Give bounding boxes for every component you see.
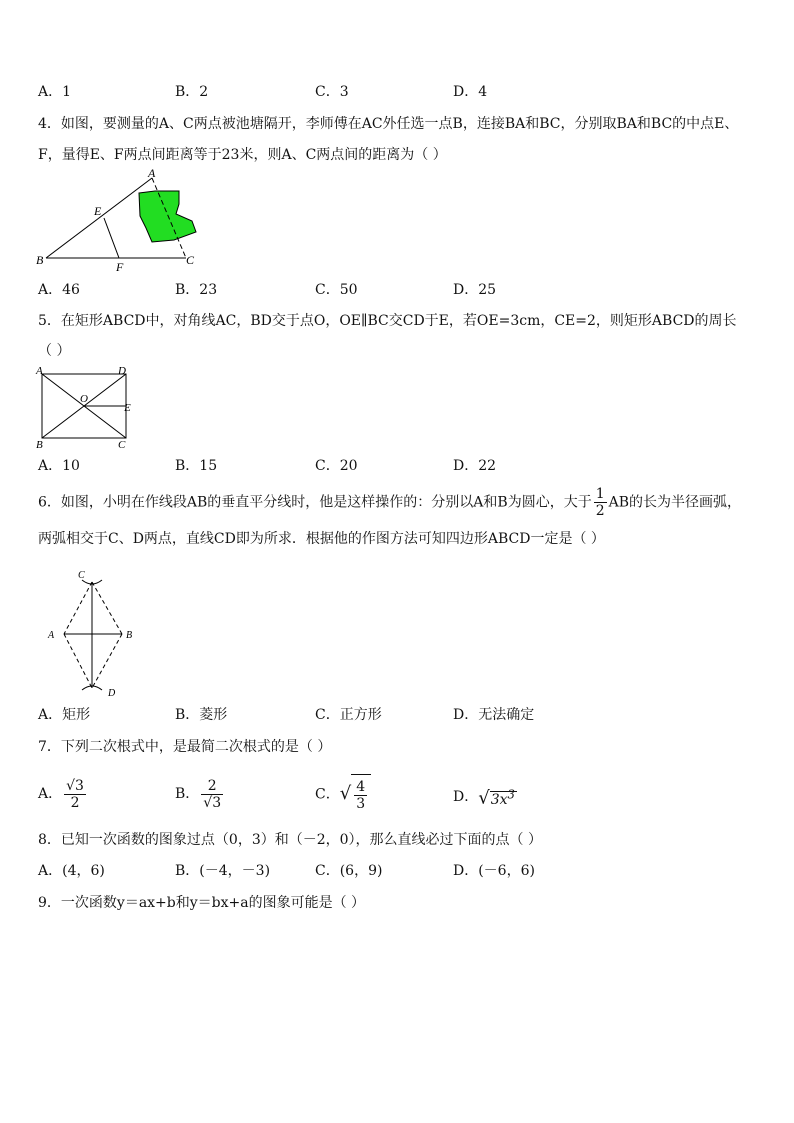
q6-stem-line1 (38, 486, 741, 519)
q5-label-a: A (36, 365, 43, 377)
q5-label-o: O (80, 393, 88, 405)
q7-a-label: A． (38, 786, 63, 802)
q8-option-b: B．(－4，－3) (175, 863, 271, 879)
q6-frac-den: 2 (595, 503, 605, 519)
q7-d-radical: $√3x^3$ (478, 787, 515, 809)
q7-option-b (175, 774, 225, 814)
q5-option-a: A．10 (38, 458, 80, 474)
q3-option-c: C．3 (315, 84, 349, 100)
q7-option-a (38, 774, 88, 814)
q5-label-e: E (124, 402, 131, 414)
q5-option-b: B．15 (175, 458, 218, 474)
q5-label-d: D (118, 365, 126, 377)
q7-d-label: D． (453, 788, 479, 805)
q7-c-den: 3 (356, 795, 366, 812)
q8-option-c: C．(6，9) (315, 863, 383, 879)
q4-label-f: F (116, 260, 124, 274)
q4-option-b: B．23 (175, 282, 218, 298)
q4-option-a: A．46 (38, 282, 80, 298)
q6-option-c: C．正方形 (315, 707, 382, 723)
q7-option-c (315, 774, 371, 815)
q4-label-b: B (36, 253, 44, 267)
q8-stem: 8．已知一次函数的图象过点（0，3）和（－2，0），那么直线必过下面的点（ ） (38, 832, 542, 848)
q4-pond (139, 191, 196, 242)
q5-label-c: C (118, 439, 126, 450)
q4-label-a: A (148, 166, 156, 180)
q6-label-d: D (108, 688, 116, 699)
q5-label-b: B (36, 439, 43, 450)
q5-stem-line1: 5．在矩形ABCD中，对角线AC，BD交于点O，OE∥BC交CD于E，若OE=3cm，CE=2，则矩形ABCD的周长 (38, 313, 737, 329)
q6-stem-pre: 6．如图，小明在作线段AB的垂直平分线时，他是这样操作的：分别以A和B为圆心，大于 (38, 494, 592, 511)
q7-stem: 7．下列二次根式中，是最简二次根式的是（ ） (38, 739, 332, 755)
q7-b-fraction (201, 778, 223, 811)
q7-c-num: 4 (356, 778, 366, 795)
q6-stem-post: AB的长为半径画弧， (608, 494, 742, 511)
q7-d-base: 3x (490, 791, 508, 808)
q7-b-num: 2 (201, 778, 223, 795)
q4-label-e: E (94, 204, 102, 218)
q7-options (38, 774, 758, 814)
q6-option-a: A．矩形 (38, 707, 91, 723)
q5-options (38, 455, 758, 477)
q6-stem-line2: 两弧相交于C、D两点，直线CD即为所求．根据他的作图方法可知四边形ABCD一定是（ ） (38, 531, 605, 547)
q6-frac-num: 1 (595, 486, 605, 502)
q6-figure (42, 568, 150, 700)
q4-options (38, 279, 758, 301)
q8-option-a: A．(4，6) (38, 863, 105, 879)
q6-option-d: D．无法确定 (453, 707, 535, 723)
q5-stem-line2: （ ） (38, 343, 71, 359)
q3-option-d: D．4 (453, 84, 488, 100)
q7-c-fraction (354, 779, 367, 812)
q8-options (38, 860, 758, 882)
q6-label-b: B (126, 630, 133, 641)
q7-b-label: B． (175, 786, 200, 802)
q9-stem: 9．一次函数y＝ax+b和y＝bx+a的图象可能是（ ） (38, 895, 366, 911)
q6-label-c: C (78, 570, 85, 581)
q7-d-exponent: 3 (507, 787, 515, 801)
q3-option-b: B．2 (175, 84, 209, 100)
q6-option-b: B．菱形 (175, 707, 228, 723)
q6-options (38, 704, 758, 726)
q5-option-d: D．22 (453, 458, 497, 474)
q3-options (38, 81, 758, 103)
q7-a-fraction (64, 778, 86, 811)
q7-option-d (453, 774, 517, 820)
q7-c-label: C． (315, 786, 340, 803)
q4-stem-line1: 4．如图，要测量的A、C两点被池塘隔开，李师傅在AC外任选一点B，连接BA和BC，分别取BA和BC的中点E、 (38, 116, 739, 132)
q4-stem-line2: F，量得E、F两点间距离等于23米，则A、C两点间的距离为（ ） (38, 147, 447, 163)
q7-d-expr (490, 787, 517, 808)
q7-b-den: √3 (203, 794, 222, 811)
q3-option-a: A．1 (38, 84, 72, 100)
q4-label-c: C (186, 253, 195, 267)
q4-option-d: D．25 (453, 282, 497, 298)
q6-fraction (594, 486, 607, 519)
q8-option-d: D．(－6，6) (453, 863, 535, 879)
q7-a-num: √3 (66, 777, 84, 794)
q5-option-c: C．20 (315, 458, 358, 474)
q6-label-a: A (48, 630, 55, 641)
q7-a-den: 2 (70, 794, 80, 811)
q5-figure (34, 364, 144, 450)
q4-figure (34, 166, 204, 274)
q4-option-c: C．50 (315, 282, 358, 298)
q7-c-radical: √ $\frac{4}{3}$ (340, 774, 371, 815)
